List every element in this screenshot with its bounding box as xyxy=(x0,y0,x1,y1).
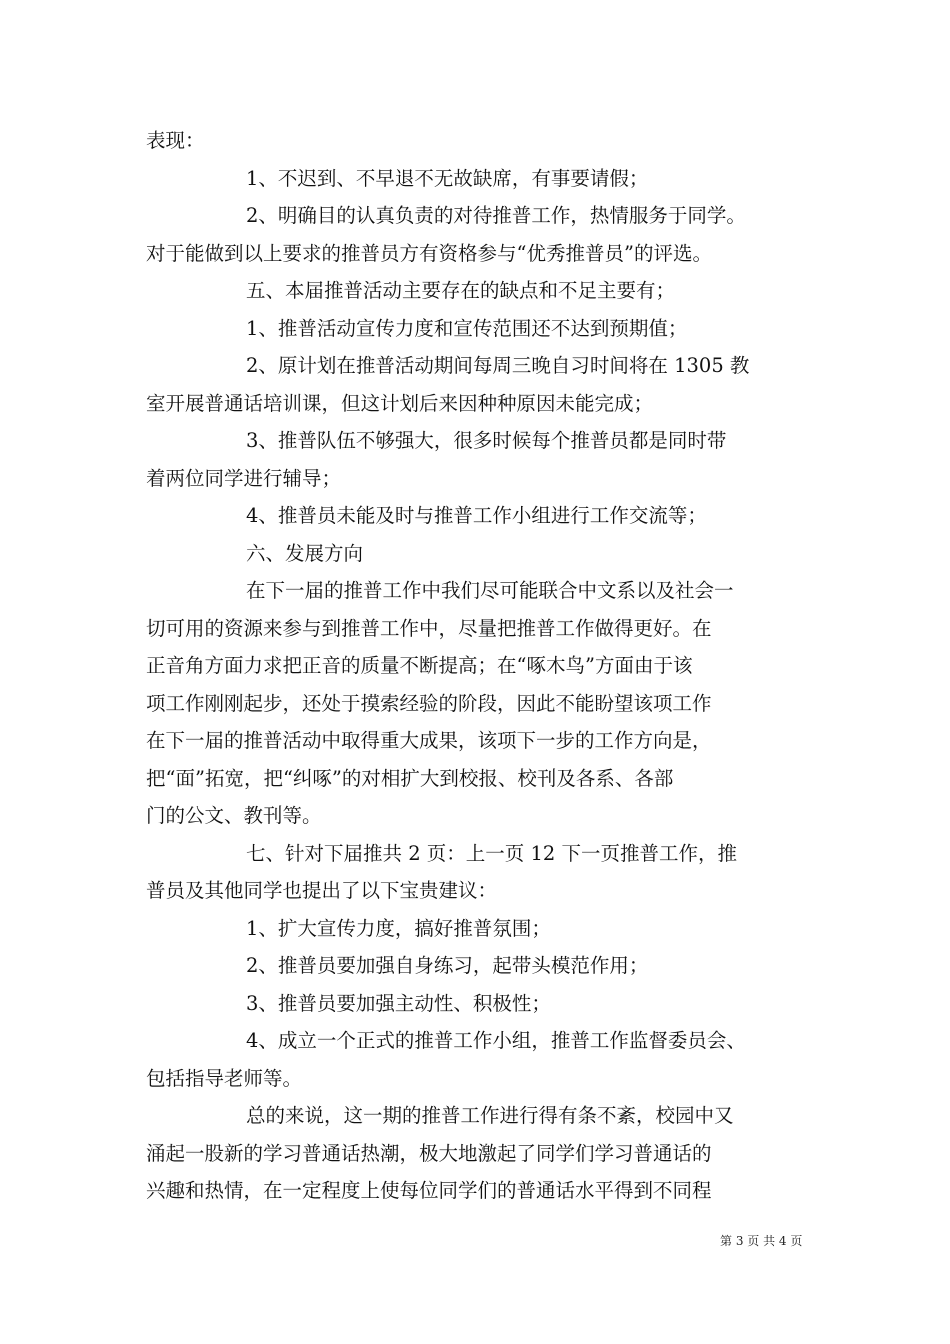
text-line: 室开展普通话培训课，但这计划后来因种种原因未能完成； xyxy=(146,391,654,415)
text-line: 对于能做到以上要求的推普员方有资格参与“优秀推普员”的评选。 xyxy=(146,241,712,265)
page-number: 第 3 页 共 4 页 xyxy=(720,1234,803,1248)
text-line: 2、原计划在推普活动期间每周三晚自习时间将在 1305 教 xyxy=(246,354,750,377)
text-line: 总的来说，这一期的推普工作进行得有条不紊，校园中又 xyxy=(246,1104,734,1127)
text-line: 3、推普队伍不够强大，很多时候每个推普员都是同时带 xyxy=(246,429,727,452)
text-line: 项工作刚刚起步，还处于摸索经验的阶段，因此不能盼望该项工作 xyxy=(146,691,712,715)
text-line: 七、针对下届推共 2 页：上一页 12 下一页推普工作，推 xyxy=(246,841,738,865)
text-line: 在下一届的推普活动中取得重大成果，该项下一步的工作方向是， xyxy=(146,729,712,752)
text-line: 2、明确目的认真负责的对待推普工作，热情服务于同学。 xyxy=(246,204,746,227)
document-body xyxy=(146,122,826,1210)
text-line: 涌起一股新的学习普通话热潮，极大地激起了同学们学习普通话的 xyxy=(146,1141,712,1165)
text-line: 着两位同学进行辅导； xyxy=(146,466,342,490)
text-line: 表现： xyxy=(146,129,205,152)
text-line: 2、推普员要加强自身练习，起带头模范作用； xyxy=(246,954,649,977)
text-line: 普员及其他同学也提出了以下宝贵建议： xyxy=(146,879,498,902)
text-line: 在下一届的推普工作中我们尽可能联合中文系以及社会一 xyxy=(246,579,734,602)
section-heading: 六、发展方向 xyxy=(246,541,364,565)
text-line: 4、成立一个正式的推普工作小组，推普工作监督委员会、 xyxy=(246,1029,746,1052)
text-line: 门的公文、教刊等。 xyxy=(146,804,322,827)
text-line: 4、推普员未能及时与推普工作小组进行工作交流等； xyxy=(246,504,707,527)
text-line: 1、推普活动宣传力度和宣传范围还不达到预期值； xyxy=(246,316,688,340)
text-line: 正音角方面力求把正音的质量不断提高；在“啄木鸟”方面由于该 xyxy=(146,654,693,677)
text-line: 兴趣和热情，在一定程度上使每位同学们的普通话水平得到不同程 xyxy=(146,1179,712,1202)
text-line: 3、推普员要加强主动性、积极性； xyxy=(246,991,551,1015)
text-line: 1、不迟到、不早退不无故缺席，有事要请假； xyxy=(246,166,649,190)
text-line: 切可用的资源来参与到推普工作中，尽量把推普工作做得更好。在 xyxy=(146,616,712,640)
text-line: 包括指导老师等。 xyxy=(146,1066,303,1090)
text-line: 五、本届推普活动主要存在的缺点和不足主要有； xyxy=(246,279,676,302)
text-line: 把“面”拓宽，把“纠啄”的对相扩大到校报、校刊及各系、各部 xyxy=(146,766,674,790)
text-line: 1、扩大宣传力度，搞好推普氛围； xyxy=(246,916,551,940)
